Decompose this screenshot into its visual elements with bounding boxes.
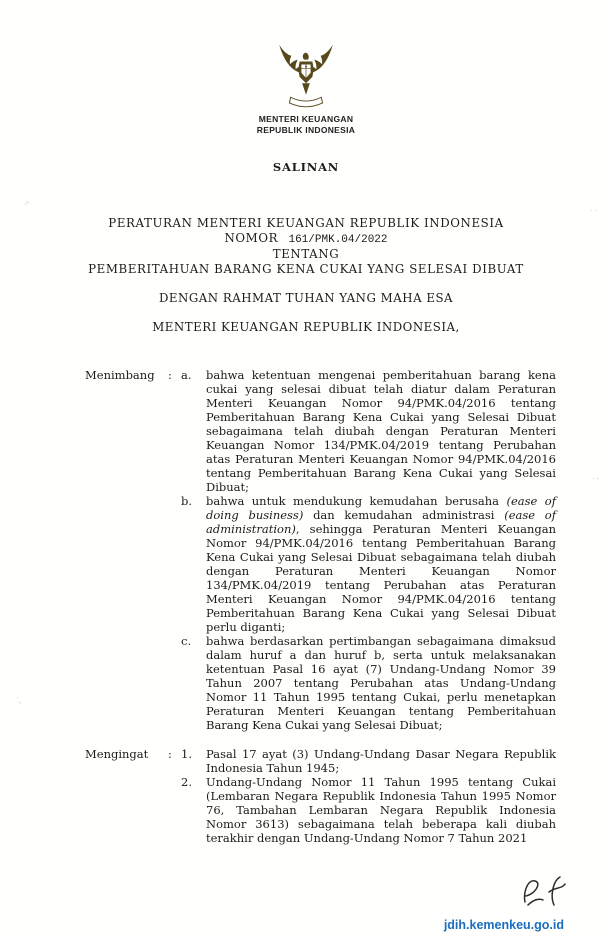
- letterhead-line2: REPUBLIK INDONESIA: [256, 125, 356, 136]
- menimbang-label: Menimbang: [85, 367, 155, 382]
- letterhead-line1: MENTERI KEUANGAN: [258, 114, 354, 124]
- scan-artifact: ·ˢ: [22, 199, 32, 211]
- nomor-value: 161/PMK.04/2022: [288, 233, 388, 246]
- scan-artifact: ˙˙: [591, 478, 600, 488]
- invocation-line: DENGAN RAHMAT TUHAN YANG MAHA ESA: [158, 290, 454, 305]
- mengingat-item-1: [181, 747, 556, 775]
- item-letter: b.: [181, 493, 193, 508]
- nomor-label: NOMOR: [224, 230, 279, 245]
- garuda-emblem-icon: [274, 36, 338, 110]
- menimbang-items: [181, 368, 556, 732]
- menimbang-item-c: [181, 634, 556, 732]
- item-number: 1.: [181, 747, 192, 761]
- authority-line: MENTERI KEUANGAN REPUBLIK INDONESIA,: [152, 319, 460, 334]
- mengingat-items: [181, 747, 556, 845]
- mengingat-section: [85, 747, 556, 845]
- menimbang-colon: :: [168, 367, 172, 382]
- document-body: [85, 368, 556, 846]
- mengingat-item-2: [181, 775, 556, 845]
- salinan-label: SALINAN: [272, 160, 340, 175]
- signature-initials: [518, 872, 570, 914]
- item-letter: c.: [181, 633, 192, 648]
- item-text: Pasal 17 ayat (3) Undang-Undang Dasar Negara Republik Indonesia Tahun 1945;: [206, 747, 556, 776]
- item-letter: a.: [181, 367, 192, 382]
- regulation-subject: PEMBERITAHUAN BARANG KENA CUKAI YANG SELESAI DIBUAT: [88, 261, 524, 276]
- item-text: Undang-Undang Nomor 11 Tahun 1995 tentang Cukai (Lembaran Negara Republik Indonesia Tahun 1995 Nomor 76, Tambahan Lembaran Negara Republik Indonesia Nomor 3613) sebagaimana telah beberapa kali diubah terakhir dengan Undang-Undang Nomor 7 Tahun 2021: [206, 775, 556, 846]
- title-block: [0, 216, 612, 277]
- jdih-footer-link[interactable]: jdih.kemenkeu.go.id: [443, 918, 564, 932]
- tentang-label: TENTANG: [272, 247, 340, 262]
- mengingat-label: Mengingat: [85, 747, 149, 761]
- menimbang-item-b: [181, 494, 556, 634]
- item-text: bahwa berdasarkan pertimbangan sebagaimana dimaksud dalam huruf a dan huruf b, serta untuk melaksanakan ketentuan Pasal 16 ayat (7) Undang-Undang Nomor 39 Tahun 2007 tentang Perubahan atas Undang-Undang Nomor 11 Tahun 1995 tentang Cukai, perlu menetapkan Peraturan Menteri Keuangan tentang Pemberitahuan Barang Kena Cukai yang Selesai Dibuat;: [206, 633, 556, 732]
- regulation-title-line: PERATURAN MENTERI KEUANGAN REPUBLIK INDONESIA: [108, 216, 504, 231]
- menimbang-section: [85, 368, 556, 732]
- scan-artifact: ˙˙: [589, 210, 598, 220]
- letterhead: [0, 114, 612, 136]
- regulation-number-line: [0, 231, 612, 248]
- item-text: bahwa untuk mendukung kemudahan berusaha (ease of doing business) dan kemudahan administrasi (ease of administration), sehingga Peraturan Menteri Keuangan Nomor 94/PMK.04/2016 tentang Pemberitahuan Barang Kena Cukai yang Selesai Dibuat sebagaimana telah diubah dengan Peraturan Menteri Keuangan Nomor 134/PMK.04/2019 tentang Perubahan atas Peraturan Menteri Keuangan Nomor 94/PMK.04/2016 tentang Pemberitahuan Barang Kena Cukai yang Selesai Dibuat perlu diganti;: [206, 493, 556, 634]
- scan-artifact: ·‸: [15, 693, 23, 705]
- item-number: 2.: [181, 775, 192, 790]
- mengingat-colon: :: [168, 747, 172, 761]
- item-text: bahwa ketentuan mengenai pemberitahuan barang kena cukai yang selesai dibuat telah diatur dalam Peraturan Menteri Keuangan Nomor 94/PMK.04/2016 tentang Pemberitahuan Barang Kena Cukai yang Selesai Dibuat sebagaimana telah diubah dengan Peraturan Menteri Keuangan Nomor 134/PMK.04/2019 tentang Perubahan atas Peraturan Menteri Keuangan Nomor 94/PMK.04/2016 tentang Pemberitahuan Barang Kena Cukai yang Selesai Dibuat;: [206, 367, 556, 494]
- menimbang-item-a: [181, 368, 556, 494]
